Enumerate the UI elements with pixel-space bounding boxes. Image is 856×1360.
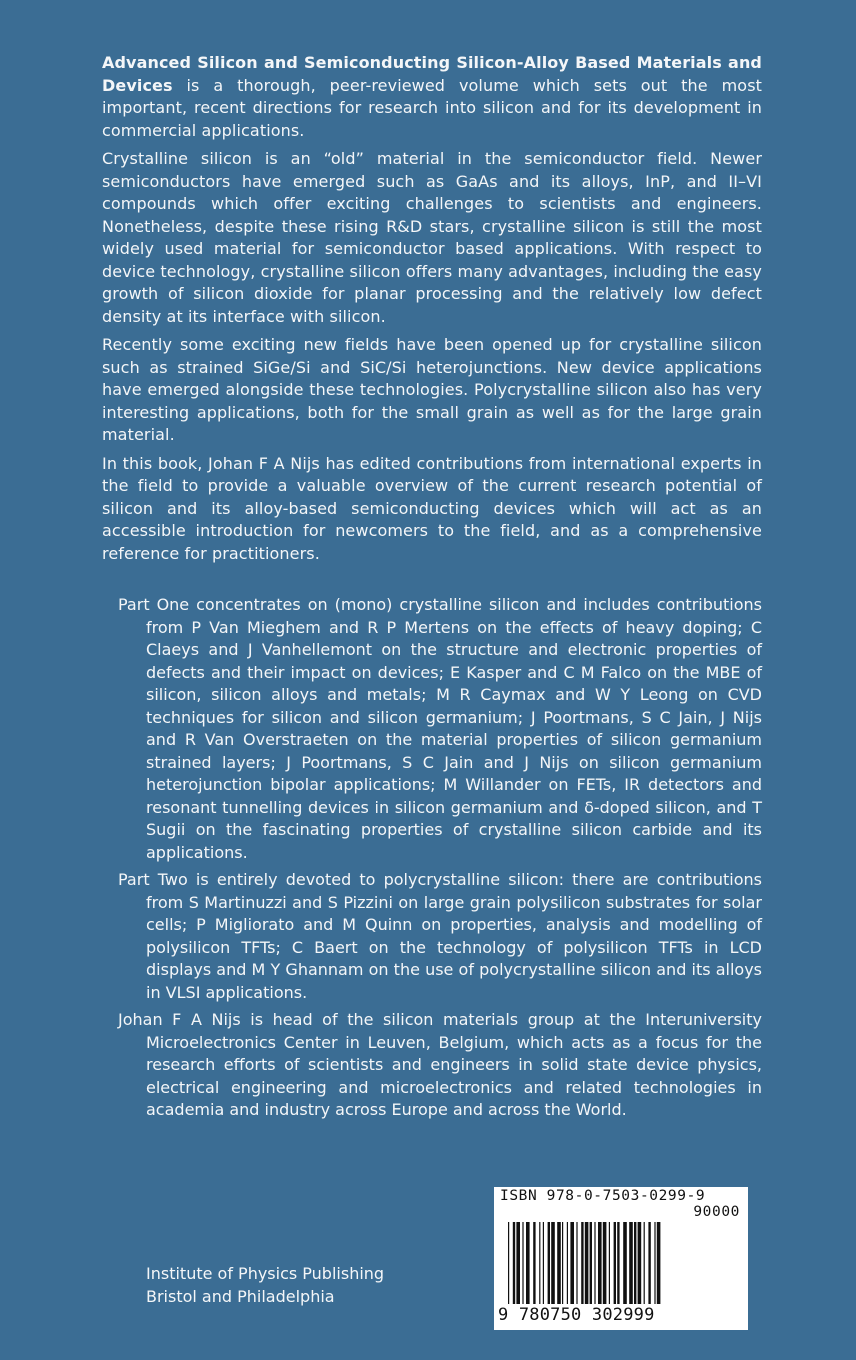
blurb-paragraph-4: In this book, Johan F A Nijs has edited contributions from international experts in the field to provide a valuable overview of the current research potential of silicon and its alloy-based semiconducting devices which will act as an accessible introduction for newcomers to the field, and as a comprehensive reference for practitioners. [102,453,762,563]
barcode-bar [539,1222,540,1304]
barcode-bar [516,1222,520,1304]
barcode-bar [638,1222,642,1304]
barcode-bar [594,1222,595,1304]
isbn-number: ISBN 978-0-7503-0299-9 [500,1188,706,1204]
barcode-bar [543,1222,544,1304]
barcode-bars [508,1222,738,1304]
publisher-location: Bristol and Philadelphia [146,1287,335,1306]
barcode-bar [657,1222,661,1304]
barcode-bar [526,1222,530,1304]
barcode-bar [581,1222,583,1304]
barcode-bar [533,1222,535,1304]
price-code: 90000 [693,1204,740,1220]
blurb-paragraph-3: Recently some exciting new fields have been opened up for crystalline silicon such as strained SiGe/Si and SiC/Si heterojunctions. New device applications have emerged alongside these technologies. Polycrystalline silicon also has very interesting applications, both for the small grain as well as for the large grain material. [102,335,762,444]
barcode-bar [634,1222,636,1304]
book-title: Advanced Silicon and Semiconducting Silicon-Alloy Based Materials and Devices [102,53,762,95]
part-one-summary: Part One concentrates on (mono) crystalline silicon and includes contributions from P Van Mieghem and R P Mertens on the effects of heavy doping; C Claeys and J Vanhellemont on the structure and electronic properties of defects and their impact on devices; E Kasper and C M Falco on the MBE of silicon, silicon alloys and metals; M R Caymax and W Y Leong on CVD techniques for silicon and silicon germanium; J Poortmans, S C Jain, J Nijs and R Van Overstraeten on the material properties of silicon germanium strained layers; J Poortmans, S C Jain and J Nijs on silicon germanium heterojunction bipolar applications; M Willander on FETs, IR detectors and resonant tunnelling devices in silicon germanium and δ-doped silicon, and T Sugii on the fascinating properties of crystalline silicon carbide and its applications. [118,595,762,862]
barcode-bar [567,1222,568,1304]
contents-summary [118,594,762,1127]
barcode-bar [590,1222,592,1304]
publisher-imprint [146,1262,384,1308]
barcode-bar [557,1222,561,1304]
barcode-bar [576,1222,577,1304]
barcode-bar [609,1222,610,1304]
barcode-bar [644,1222,645,1304]
barcode-bar [603,1222,607,1304]
barcode-bar [570,1222,574,1304]
blurb-paragraph-1 [102,52,762,142]
blurb [102,52,762,571]
publisher-name: Institute of Physics Publishing [146,1264,385,1283]
ean-digits: 9 780750 302999 [498,1305,655,1325]
part-two-summary: Part Two is entirely devoted to polycrystalline silicon: there are contributions from S Martinuzzi and S Pizzini on large grain polysilicon substrates for solar cells; P Migliorato and M Quinn on properties, analysis and modelling of polysilicon TFTs; C Baert on the technology of polysilicon TFTs in LCD displays and M Y Ghannam on the use of polycrystalline silicon and its alloys in VLSI applications. [118,870,762,1002]
blurb-paragraph-2: Crystalline silicon is an “old” material in the semiconductor field. Newer semiconductors have emerged such as GaAs and its alloys, InP, and II–VI compounds which offer exciting challenges to scientists and engineers. Nonetheless, despite these rising R&D stars, crystalline silicon is still the most widely used material for semiconductor based applications. With respect to device technology, crystalline silicon offers many advantages, including the easy growth of silicon dioxide for planar processing and the relatively low defect density at its interface with silicon. [102,149,762,326]
isbn-barcode [494,1187,748,1330]
barcode-bar [623,1222,627,1304]
editor-bio: Johan F A Nijs is head of the silicon materials group at the Interuniversity Microelectronics Center in Leuven, Belgium, which acts as a focus for the research efforts of scientists and engineers in solid state device physics, electrical engineering and microelectronics and related technologies in academia and industry across Europe and across the World. [118,1010,762,1119]
barcode-bar [654,1222,655,1304]
barcode-bar [614,1222,616,1304]
barcode-bar [513,1222,515,1304]
barcode-bar [585,1222,589,1304]
barcode-bar [617,1222,619,1304]
barcode-bar [508,1222,509,1304]
barcode-bar [648,1222,650,1304]
barcode-bar [629,1222,633,1304]
barcode-bar [548,1222,550,1304]
barcode-bar [551,1222,555,1304]
barcode-bar [562,1222,563,1304]
barcode-bar [522,1222,523,1304]
blurb-paragraph-1-text: is a thorough, peer-reviewed volume which sets out the most important, recent directions for research into silicon and for its development in commercial applications. [102,75,762,140]
barcode-bar [598,1222,602,1304]
